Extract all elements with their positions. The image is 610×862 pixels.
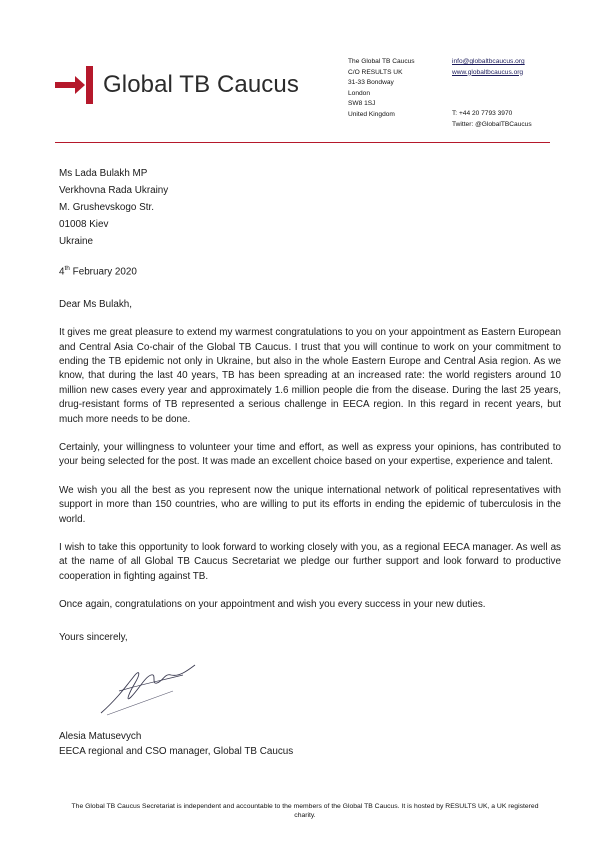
logo-arrow-icon — [55, 66, 93, 104]
paragraph: I wish to take this opportunity to look forward to working closely with you, as a regional EECA manager. As well as at the name of all Global TB Caucus Secretariat we pledge our further support and look forward to productive cooperation in fighting against TB. — [59, 541, 561, 582]
date-day: 4 — [59, 266, 65, 278]
address-line: United Kingdom — [348, 110, 395, 118]
address-line: C/O RESULTS UK — [348, 68, 403, 76]
website-link[interactable]: www.globaltbcaucus.org — [452, 68, 524, 76]
sender-address — [348, 57, 415, 120]
signer-title: EECA regional and CSO manager, Global TB Caucus — [59, 745, 294, 757]
recipient-line: Verkhovna Rada Ukrainy — [59, 185, 169, 196]
sender-contact — [452, 57, 532, 128]
header-divider — [55, 142, 550, 143]
paragraph: Certainly, your willingness to volunteer your time and effort, as well as express your opinions, has contributed to your being selected for the post. It was made an excellent choice based on your expertise, experience and talent. — [59, 441, 561, 468]
letter-body — [59, 165, 561, 759]
paragraph: We wish you all the best as you represent now the unique international network of political representatives with support in more than 150 countries, who are willing to put its efforts in ending the epidemic of tuberculosis in the world. — [59, 484, 561, 525]
signer-name: Alesia Matusevych — [59, 731, 142, 743]
logo-text: Global TB Caucus — [103, 71, 299, 98]
address-line: London — [348, 89, 371, 97]
address-line: SW8 1SJ — [348, 100, 376, 107]
phone-number: T: +44 20 7793 3970 — [452, 110, 513, 117]
signature — [99, 655, 561, 726]
salutation: Dear Ms Bulakh, — [59, 298, 132, 310]
org-logo — [55, 66, 299, 104]
recipient-line: 01008 Kiev — [59, 219, 109, 230]
recipient-block — [59, 165, 561, 250]
closing: Yours sincerely, — [59, 631, 128, 643]
twitter-handle: Twitter: @GlobalTBCaucus — [452, 120, 532, 128]
letter-date — [59, 262, 561, 280]
recipient-line: M. Grushevskogo Str. — [59, 202, 154, 213]
recipient-line: Ms Lada Bulakh MP — [59, 168, 148, 179]
address-line: The Global TB Caucus — [348, 58, 415, 65]
paragraph: Once again, congratulations on your appointment and wish you every success in your new duties. — [59, 599, 486, 611]
email-link[interactable]: info@globaltbcaucus.org — [452, 58, 525, 65]
date-rest: February 2020 — [69, 266, 137, 278]
address-line: 31-33 Bondway — [348, 79, 394, 86]
footer-note: The Global TB Caucus Secretariat is independent and accountable to the members of the Global TB Caucus. It is hosted by RESULTS UK, a UK registered charity. — [71, 803, 539, 819]
recipient-line: Ukraine — [59, 236, 94, 247]
date-suffix: th — [64, 265, 70, 272]
paragraph: It gives me great pleasure to extend my warmest congratulations to you on your appointment as Eastern European and Central Asia Co-chair of the Global TB Caucus. I trust that you will continue to work on your commitment to ending the TB epidemic not only in Ukraine, but also in the whole Eastern Europe and Central Asia region. As we know, that during the last 40 years, TB has been spreading at an increased rate: the world registers around 10 million new cases every year and approximately 1.6 million people die from the disease. During the last 25 years, drug-resistant forms of TB represented a serious challenge in EECA region. In this regard in recent years, but much more needs to be done. — [59, 327, 561, 425]
